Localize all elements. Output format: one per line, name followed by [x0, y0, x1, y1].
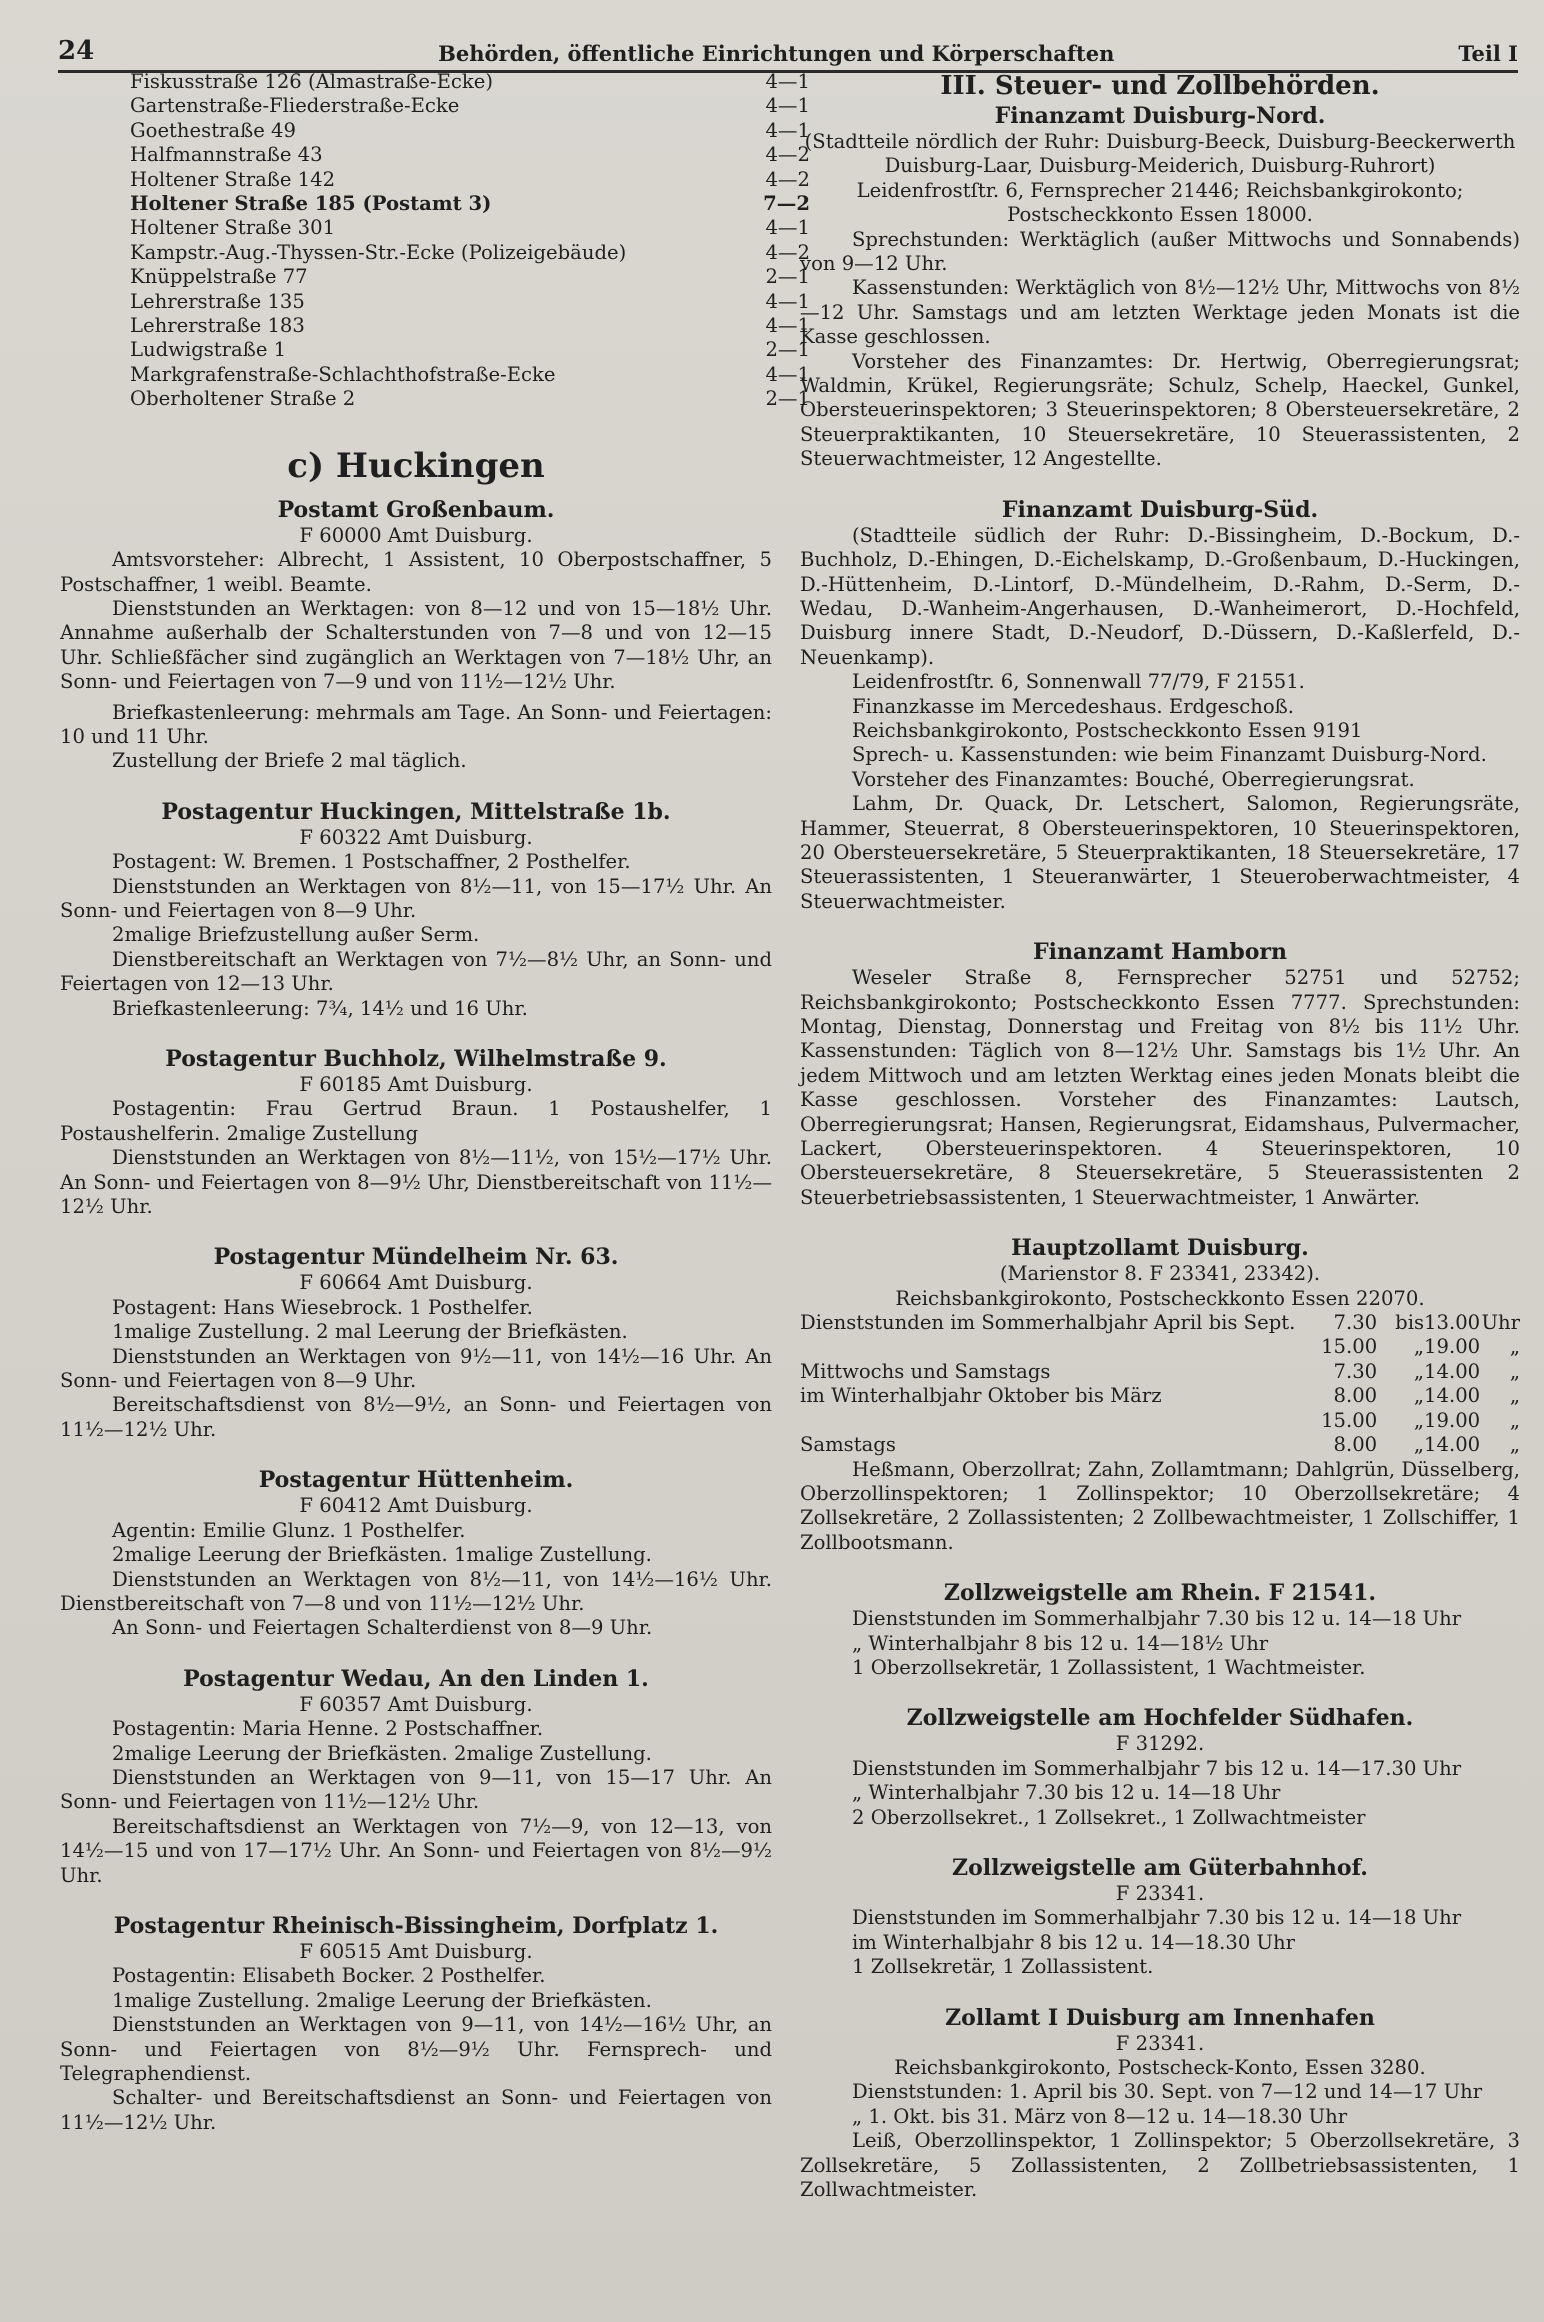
street-row — [130, 387, 810, 411]
street-row — [130, 216, 810, 240]
agency-line: Dienststunden an Werktagen von 9—11, von 15—17 Uhr. An Sonn- und Feiertagen von 11½—12½ Uhr. — [60, 1765, 772, 1814]
hours-to: 14.00 — [1424, 1359, 1481, 1383]
part-label: Teil I — [1458, 41, 1518, 66]
text-line: 1 Oberzollsekretär, 1 Zollassistent, 1 Wachtmeister. — [852, 1655, 1366, 1679]
text-line: Kassenstunden: Werktäglich von 8½—12½ Uhr, Mittwochs von 8½—12 Uhr. Samstags und am letzten Werktage jeden Monats ist die Kasse geschlossen. — [800, 276, 1520, 349]
street-row — [130, 314, 810, 338]
hours-to: 14.00 — [1424, 1433, 1481, 1457]
zw-hochfeld-title: Zollzweigstelle am Hochfelder Südhafen. — [906, 1705, 1414, 1732]
street-row — [130, 143, 810, 167]
hours-row — [800, 1433, 1520, 1457]
text-line: Sprechstunden: Werktäglich (außer Mittwochs und Sonnabends) von 9—12 Uhr. — [800, 227, 1520, 276]
street-value: 4—1 — [765, 362, 810, 386]
finanzamt-hamborn-title: Finanzamt Hamborn — [1032, 939, 1288, 966]
street-value: 4—1 — [765, 216, 810, 240]
hours-row — [800, 1335, 1520, 1359]
street-list — [130, 70, 810, 412]
street-value: 4—1 — [765, 289, 810, 313]
agency-line: Postagent: Hans Wiesebrock. 1 Posthelfer. — [112, 1295, 533, 1319]
right-column — [800, 70, 1520, 2202]
agency-phone: F 60664 Amt Duisburg. — [299, 1271, 533, 1295]
hours-from: 7.30 — [1333, 1359, 1378, 1383]
hours-unit: „ — [1509, 1433, 1520, 1457]
zollamt-innen-konto: Reichsbankgirokonto, Postscheck-Konto, Essen 3280. — [894, 2056, 1426, 2079]
text-line: (Stadtteile nördlich der Ruhr: Duisburg-Beeck, Duisburg-Beeckerwerth Duisburg-Laar, Duisburg-Meiderich, Duisburg-Ruhrort) — [804, 130, 1516, 178]
text-line: Dienststunden: 1. April bis 30. Sept. von 7—12 und 14—17 Uhr — [852, 2080, 1483, 2104]
hours-label — [800, 1409, 1318, 1433]
hours-unit: „ — [1509, 1384, 1520, 1408]
agency-line: Agentin: Emilie Glunz. 1 Posthelfer. — [112, 1518, 466, 1542]
street-name: Kampstr.-Aug.-Thyssen-Str.-Ecke (Polizeigebäude) — [130, 240, 627, 264]
street-row — [130, 290, 810, 314]
postamt-staff: Amtsvorsteher: Albrecht, 1 Assistent, 10 Oberpostschaffner, 5 Postschaffner, 1 weibl. Beamte. — [60, 548, 772, 596]
zw-hochfeld-body — [800, 1757, 1520, 1830]
street-value: 4—1 — [765, 94, 810, 118]
agency-phone: F 60185 Amt Duisburg. — [299, 1073, 533, 1096]
hours-bis: bis — [1395, 1311, 1425, 1335]
agency-phone: F 60322 Amt Duisburg. — [299, 825, 533, 849]
hauptzollamt-konto: Reichsbankgirokonto, Postscheckkonto Essen 22070. — [895, 1286, 1425, 1310]
street-value: 2—1 — [765, 265, 810, 289]
street-name: Fiskusstraße 126 (Almastraße-Ecke) — [130, 70, 493, 93]
street-value: 2—1 — [765, 338, 810, 362]
agency-line: Dienststunden an Werktagen von 8½—11, von 14½—16½ Uhr. Dienstbereitschaft von 7—8 und von 11½—12½ Uhr. — [60, 1567, 772, 1615]
street-row — [130, 192, 810, 216]
left-column — [60, 70, 810, 2135]
street-value: 4—1 — [765, 70, 810, 93]
agency-line: Bereitschaftsdienst an Werktagen von 7½—9, von 12—13, von 14½—15 und von 17—17½ Uhr. An Sonn- und Feiertagen von 8½—9½ Uhr. — [60, 1814, 772, 1887]
hours-label: Mittwochs und Samstags — [800, 1359, 1051, 1383]
street-row — [130, 94, 810, 118]
agency-line: Bereitschaftsdienst von 8½—9½, an Sonn- und Feiertagen von 11½—12½ Uhr. — [60, 1393, 772, 1441]
text-line: Leidenfrostſtr. 6, Sonnenwall 77/79, F 21551. — [852, 670, 1305, 694]
hours-unit: „ — [1509, 1335, 1520, 1359]
hours-from: 8.00 — [1333, 1433, 1378, 1457]
street-name: Holtener Straße 301 — [130, 216, 336, 240]
page-number: 24 — [58, 36, 95, 66]
hours-to: 19.00 — [1424, 1335, 1481, 1359]
finanzamt-nord-body — [800, 130, 1520, 472]
agency-phone: F 60515 Amt Duisburg. — [299, 1939, 533, 1963]
hours-unit: „ — [1509, 1408, 1520, 1432]
agency-title: Postagentur Mündelheim Nr. 63. — [213, 1244, 619, 1271]
street-row — [130, 265, 810, 289]
street-name: Goethestraße 49 — [130, 118, 296, 142]
finanzamt-nord-title: Finanzamt Duisburg-Nord. — [994, 103, 1326, 129]
agency-line: An Sonn- und Feiertagen Schalterdienst von 8—9 Uhr. — [112, 1616, 653, 1640]
hauptzollamt-address: (Marienstor 8. F 23341, 23342). — [999, 1262, 1321, 1286]
text-line: Vorsteher des Finanzamtes: Bouché, Oberregierungsrat. — [852, 767, 1415, 791]
street-value: 4—2 — [765, 143, 810, 167]
agency-line: Dienststunden an Werktagen von 9—11, von 14½—16½ Uhr, an Sonn- und Feiertagen von 8½—9½ Uhr. Fernsprech- und Telegraphendienst. — [60, 2013, 772, 2085]
main-title-steuer-zoll: III. Steuer- und Zollbehörden. — [940, 71, 1380, 101]
street-name: Knüppelstraße 77 — [130, 265, 308, 289]
street-name: Lehrerstraße 135 — [130, 289, 305, 313]
agency-line: Dienststunden an Werktagen von 8½—11½, von 15½—17½ Uhr. An Sonn- und Feiertagen von 8—9½ Uhr, Dienstbereitschaft von 11½—12½ Uhr. — [60, 1146, 772, 1219]
hours-label: im Winterhalbjahr Oktober bis März — [800, 1384, 1162, 1408]
street-row — [130, 241, 810, 265]
zollamt-innen-body — [800, 2080, 1520, 2129]
street-value: 4—2 — [765, 240, 810, 264]
agency-line: Postagentin: Elisabeth Bocker. 2 Posthelfer. — [112, 1964, 546, 1988]
street-name: Gartenstraße-Fliederstraße-Ecke — [130, 94, 460, 118]
agency-title: Postagentur Rheinisch-Bissingheim, Dorfplatz 1. — [113, 1912, 719, 1939]
agency-line: Dienststunden an Werktagen von 9½—11, von 14½—16 Uhr. An Sonn- und Feiertagen von 8—9 Uhr. — [60, 1344, 772, 1393]
street-name: Markgrafenstraße-Schlachthofstraße-Ecke — [130, 362, 556, 386]
agency-line: Postagentin: Maria Henne. 2 Postschaffner. — [112, 1717, 544, 1741]
text-line: Reichsbankgirokonto, Postscheckkonto Essen 9191 — [852, 718, 1363, 742]
running-title: Behörden, öffentliche Einrichtungen und Körperschaften — [438, 41, 1115, 66]
text-line: Vorsteher des Finanzamtes: Dr. Hertwig, Oberregierungsrat; Waldmin, Krükel, Regierungsräte; Schulz, Schelp, Haeckel, Gunkel, Obersteuerinspektoren; 3 Steuerinspektoren; 8 Obersteuersekretäre, 2 Steuerpraktikanten, 10 Steuersekretäre, 10 Steuerassistenten, 2 Steuerwachtmeister, 12 Angestellte. — [800, 349, 1520, 471]
zw-rhein-title: Zollzweigstelle am Rhein. F 21541. — [943, 1580, 1377, 1607]
text-line: Lahm, Dr. Quack, Dr. Letschert, Salomon, Regierungsräte, Hammer, Steuerrat, 8 Obersteuerinspektoren, 10 Steuerinspektoren, 20 Obersteuersekretäre, 5 Steuerpraktikanten, 18 Steuersekretäre, 17 Steuerassistenten, 1 Steueranwärter, 1 Steueroberwachtmeister, 4 Steuerwachtmeister. — [800, 792, 1520, 913]
zw-gueter-body — [800, 1906, 1520, 1979]
page-header — [58, 22, 1518, 73]
street-name: Ludwigstraße 1 — [130, 338, 287, 362]
hours-from: 15.00 — [1321, 1408, 1378, 1432]
agency-line: 1malige Zustellung. 2malige Leerung der Briefkästen. — [112, 1988, 652, 2012]
agency-line: Briefkastenleerung: 7¾, 14½ und 16 Uhr. — [112, 996, 528, 1020]
hours-label — [800, 1335, 1318, 1359]
hauptzollamt-title: Hauptzollamt Duisburg. — [1011, 1235, 1309, 1262]
agency-line: 2malige Leerung der Briefkästen. 2malige Zustellung. — [112, 1741, 652, 1765]
hauptzollamt-staff: Heßmann, Oberzollrat; Zahn, Zollamtmann; Dahlgrün, Düsselberg, Oberzollinspektoren; 1 Zollinspektor; 10 Oberzollsekretäre; 4 Zollsekretäre, 2 Zollassistenten; 2 Zollbewachtmeister, 1 Zollschiffer, 1 Zollbootsmann. — [800, 1457, 1520, 1554]
hours-unit: „ — [1509, 1359, 1520, 1383]
zollamt-innen-title: Zollamt I Duisburg am Innenhafen — [945, 2004, 1375, 2031]
agency-line: 2malige Briefzustellung außer Serm. — [112, 923, 480, 947]
text-line: „ Winterhalbjahr 7.30 bis 12 u. 14—18 Uhr — [852, 1781, 1281, 1805]
agency-phone: F 60412 Amt Duisburg. — [299, 1494, 533, 1518]
text-line: Dienststunden im Sommerhalbjahr 7.30 bis 12 u. 14—18 Uhr — [852, 1906, 1462, 1930]
hours-bis: „ — [1413, 1335, 1425, 1359]
hours-unit: Uhr — [1481, 1311, 1520, 1335]
agency-title: Postagentur Buchholz, Wilhelmstraße 9. — [165, 1046, 667, 1072]
text-line: 1 Zollsekretär, 1 Zollassistent. — [852, 1955, 1154, 1979]
street-name: Holtener Straße 185 (Postamt 3) — [130, 192, 492, 216]
agency-line: 2malige Leerung der Briefkästen. 1malige Zustellung. — [112, 1543, 652, 1567]
zw-hochfeld-phone: F 31292. — [1115, 1732, 1205, 1756]
hours-row — [800, 1384, 1520, 1408]
hours-bis: „ — [1413, 1433, 1425, 1457]
street-value: 7—2 — [763, 192, 810, 216]
agency-line: Postagentin: Frau Gertrud Braun. 1 Postaushelfer, 1 Postaushelferin. 2malige Zustellung — [60, 1097, 772, 1145]
hours-label: Samstags — [800, 1433, 896, 1457]
text-line: im Winterhalbjahr 8 bis 12 u. 14—18.30 Uhr — [852, 1930, 1296, 1954]
agency-line: Postagent: W. Bremen. 1 Postschaffner, 2 Posthelfer. — [112, 850, 631, 874]
text-line: „ 1. Okt. bis 31. März von 8—12 u. 14—18.30 Uhr — [852, 2104, 1348, 2128]
agency-line: 1malige Zustellung. 2 mal Leerung der Briefkästen. — [112, 1320, 628, 1344]
hours-to: 14.00 — [1424, 1384, 1481, 1408]
street-name: Holtener Straße 142 — [130, 167, 336, 191]
zw-rhein-body — [800, 1607, 1520, 1680]
finanzamt-sued-body — [800, 524, 1520, 915]
hours-row — [800, 1409, 1520, 1433]
agency-line: Dienstbereitschaft an Werktagen von 7½—8½ Uhr, an Sonn- und Feiertagen von 12—13 Uhr. — [60, 947, 772, 996]
text-line: Sprech- u. Kassenstunden: wie beim Finanzamt Duisburg-Nord. — [852, 743, 1487, 767]
agency-line: Dienststunden an Werktagen von 8½—11, von 15—17½ Uhr. An Sonn- und Feiertagen von 8—9 Uhr. — [60, 874, 772, 922]
text-line: Dienststunden im Sommerhalbjahr 7.30 bis 12 u. 14—18 Uhr — [852, 1607, 1462, 1631]
hours-from: 7.30 — [1333, 1311, 1378, 1335]
hours-from: 8.00 — [1333, 1384, 1378, 1408]
street-value: 4—1 — [765, 118, 810, 142]
agency-title: Postagentur Wedau, An den Linden 1. — [183, 1665, 649, 1692]
hours-row — [800, 1360, 1520, 1384]
street-name: Oberholtener Straße 2 — [130, 387, 356, 411]
hauptzollamt-hours-table — [800, 1311, 1520, 1457]
street-row — [130, 119, 810, 143]
agency-phone: F 60357 Amt Duisburg. — [299, 1692, 533, 1716]
agency-title: Postagentur Huckingen, Mittelstraße 1b. — [161, 798, 671, 825]
hours-bis: „ — [1413, 1359, 1425, 1383]
street-row — [130, 338, 810, 362]
street-value: 4—1 — [765, 314, 810, 338]
hours-bis: „ — [1413, 1408, 1425, 1432]
postagencies — [60, 798, 772, 2135]
agency-line: Schalter- und Bereitschaftsdienst an Sonn- und Feiertagen von 11½—12½ Uhr. — [60, 2086, 772, 2134]
street-row — [130, 168, 810, 192]
zollamt-innen-phone: F 23341. — [1115, 2031, 1205, 2055]
street-row — [130, 363, 810, 387]
section-title-huckingen: c) Huckingen — [287, 445, 545, 486]
hours-from: 15.00 — [1321, 1335, 1378, 1359]
hours-to: 19.00 — [1424, 1408, 1481, 1432]
postamt-phone: F 60000 Amt Duisburg. — [299, 523, 533, 547]
street-name: Halfmannstraße 43 — [130, 143, 323, 167]
street-row — [130, 70, 810, 94]
postamt-title: Postamt Großenbaum. — [277, 496, 555, 523]
text-line: Leidenfrostſtr. 6, Fernsprecher 21446; Reichsbankgirokonto; Postscheckkonto Essen 18000. — [856, 178, 1464, 227]
street-name: Lehrerstraße 183 — [130, 314, 305, 338]
postamt-hours: Dienststunden an Werktagen: von 8—12 und von 15—18½ Uhr. Annahme außerhalb der Schalterstunden von 7—8 und von 12—15 Uhr. Schließfächer sind zugänglich an Werktagen von 7—18½ Uhr, an Sonn- und Feiertagen von 7—9 und von 11½—12½ Uhr. — [60, 596, 772, 694]
postamt-mailbox: Briefkastenleerung: mehrmals am Tage. An Sonn- und Feiertagen: 10 und 11 Uhr. — [60, 700, 772, 748]
text-line: (Stadtteile südlich der Ruhr: D.-Bissingheim, D.-Bockum, D.-Buchholz, D.-Ehingen, D.-Eichelskamp, D.-Großenbaum, D.-Huckingen, D.-Hüttenheim, D.-Lintorf, D.-Mündelheim, D.-Rahm, D.-Serm, D.-Wedau, D.-Wanheim-Angerhausen, D.-Wanheimerort, D.-Hochfeld, Duisburg innere Stadt, D.-Neudorf, D.-Düssern, D.-Kaßlerfeld, D.-Neuenkamp). — [800, 523, 1520, 669]
text-line: Finanzkasse im Mercedeshaus. Erdgeschoß. — [852, 694, 1294, 718]
hours-row — [800, 1311, 1520, 1335]
street-value: 4—2 — [765, 167, 810, 191]
hours-to: 13.00 — [1424, 1311, 1481, 1335]
zollamt-innen-staff: Leiß, Oberzollinspektor, 1 Zollinspektor; 5 Oberzollsekretäre, 3 Zollsekretäre, 5 Zollassistenten, 2 Zollbetriebsassistenten, 1 Zollwachtmeister. — [800, 2129, 1520, 2202]
finanzamt-sued-title: Finanzamt Duisburg-Süd. — [1001, 496, 1319, 523]
postamt-delivery: Zustellung der Briefe 2 mal täglich. — [112, 749, 467, 773]
agency-title: Postagentur Hüttenheim. — [258, 1467, 574, 1494]
finanzamt-hamborn-text: Weseler Straße 8, Fernsprecher 52751 und 52752; Reichsbankgirokonto; Postscheckkonto Essen 7777. Sprechstunden: Montag, Dienstag, Donnerstag und Freitag von 8½ bis 11½ Uhr. Kassenstunden: Täglich von 8—12½ Uhr. Samstags bis 1½ Uhr. An jedem Mittwoch und am letzten Werktag eines jeden Monats bleibt die Kasse geschlossen. Vorsteher des Finanzamtes: Lautsch, Oberregierungsrat; Hansen, Regierungsrat, Eidamshaus, Pulvermacher, Lackert, Obersteuerinspektoren. 4 Steuerinspektoren, 10 Obersteuersekretäre, 8 Steuersekretäre, 5 Steuerassistenten 2 Steuerbetriebsassistenten, 1 Steuerwachtmeister, 1 Anwärter. — [800, 966, 1520, 1209]
zw-gueter-title: Zollzweigstelle am Güterbahnhof. — [952, 1854, 1368, 1881]
street-value: 2—1 — [765, 387, 810, 411]
text-line: „ Winterhalbjahr 8 bis 12 u. 14—18½ Uhr — [852, 1631, 1269, 1655]
zw-gueter-phone: F 23341. — [1115, 1881, 1205, 1905]
text-line: Dienststunden im Sommerhalbjahr 7 bis 12 u. 14—17.30 Uhr — [852, 1756, 1462, 1780]
hours-label: Dienststunden im Sommerhalbjahr April bis Sept. — [800, 1311, 1296, 1335]
hours-bis: „ — [1413, 1384, 1425, 1408]
text-line: 2 Oberzollsekret., 1 Zollsekret., 1 Zollwachtmeister — [852, 1805, 1366, 1829]
